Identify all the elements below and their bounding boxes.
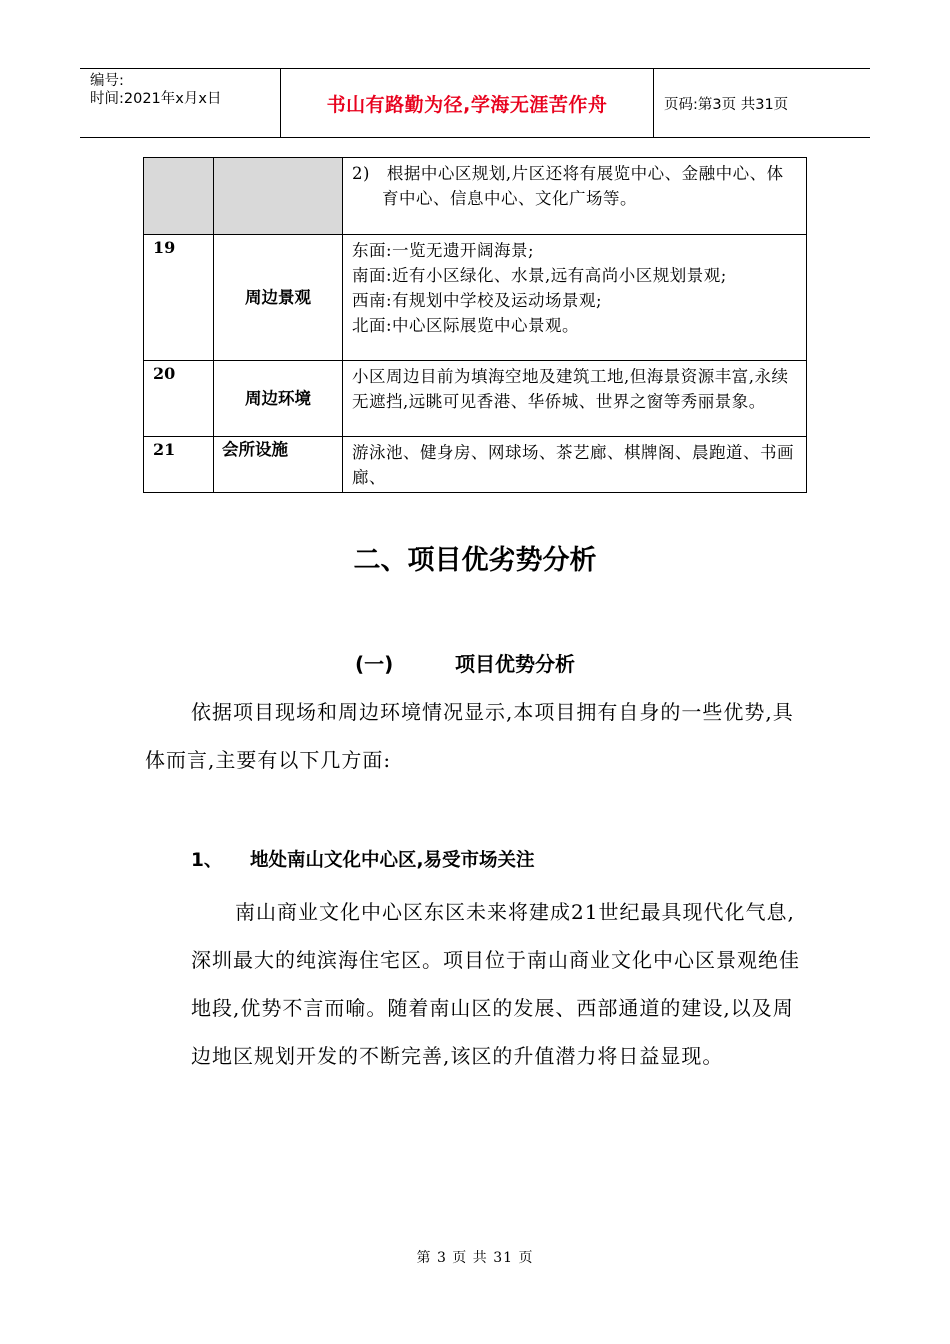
table-row: [144, 361, 807, 437]
row-item: 会所设施: [214, 437, 343, 493]
subsection-title: 项目优势分析: [455, 652, 575, 676]
header-divider: [653, 69, 654, 137]
page-header: [80, 68, 870, 138]
row-item: [214, 235, 343, 361]
row-item: [214, 361, 343, 437]
row-number: 20: [144, 361, 214, 437]
project-info-table: [143, 157, 807, 493]
header-meta: [80, 69, 280, 137]
time-label: 时间:2021年x月x日: [90, 91, 222, 107]
row-description: [343, 361, 807, 437]
description-line: 小区周边目前为填海空地及建筑工地,但海景资源丰富,永续无遮挡,远眺可见香港、华侨城、世界之窗等秀丽景象。: [352, 367, 789, 411]
description-line: 游泳池、健身房、网球场、茶艺廊、棋牌阁、晨跑道、书画廊、: [352, 443, 794, 487]
subsection-number: (一): [355, 652, 394, 676]
row-description: [343, 158, 807, 235]
row-number: 21: [144, 437, 214, 493]
row-description: [343, 437, 807, 493]
table-row: [144, 235, 807, 361]
code-label: 编号:: [90, 73, 124, 89]
page-footer: 第 3 页 共 31 页: [416, 1250, 534, 1266]
header-page-info: 页码:第3页 共31页: [664, 96, 789, 113]
point-heading: [191, 846, 535, 872]
subsection-heading: [355, 648, 575, 677]
description-line: 2) 根据中心区规划,片区还将有展览中心、金融中心、体育中心、信息中心、文化广场等。: [352, 164, 784, 208]
point-paragraph: 南山商业文化中心区东区未来将建成21世纪最具现代化气息,深圳最大的纯滨海住宅区。项目位于南山商业文化中心区景观绝佳地段,优势不言而喻。随着南山区的发展、西部通道的建设,以及周边地区规划开发的不断完善,该区的升值潜力将日益显现。: [191, 900, 800, 1068]
row-number: [144, 158, 214, 235]
row-item-label: 周边景观: [245, 288, 311, 307]
description-line: 西南:有规划中学校及运动场景观;: [352, 291, 603, 310]
row-item-label: 周边环境: [245, 389, 311, 408]
description-line: 东面:一览无遗开阔海景;: [352, 241, 535, 260]
point-title: 地处南山文化中心区,易受市场关注: [250, 850, 535, 871]
section-title: 二、项目优劣势分析: [353, 545, 597, 576]
row-number: 19: [144, 235, 214, 361]
row-item: [214, 158, 343, 235]
description-line: 北面:中心区际展览中心景观。: [352, 316, 580, 335]
intro-paragraph: 依据项目现场和周边环境情况显示,本项目拥有自身的一些优势,具体而言,主要有以下几方面:: [145, 700, 794, 772]
row-description: [343, 235, 807, 361]
header-motto: 书山有路勤为径,学海无涯苦作舟: [326, 93, 608, 116]
table-row: [144, 437, 807, 493]
point-number: 1、: [191, 850, 223, 871]
description-line: 南面:近有小区绿化、水景,远有高尚小区规划景观;: [352, 266, 727, 285]
table-row: [144, 158, 807, 235]
